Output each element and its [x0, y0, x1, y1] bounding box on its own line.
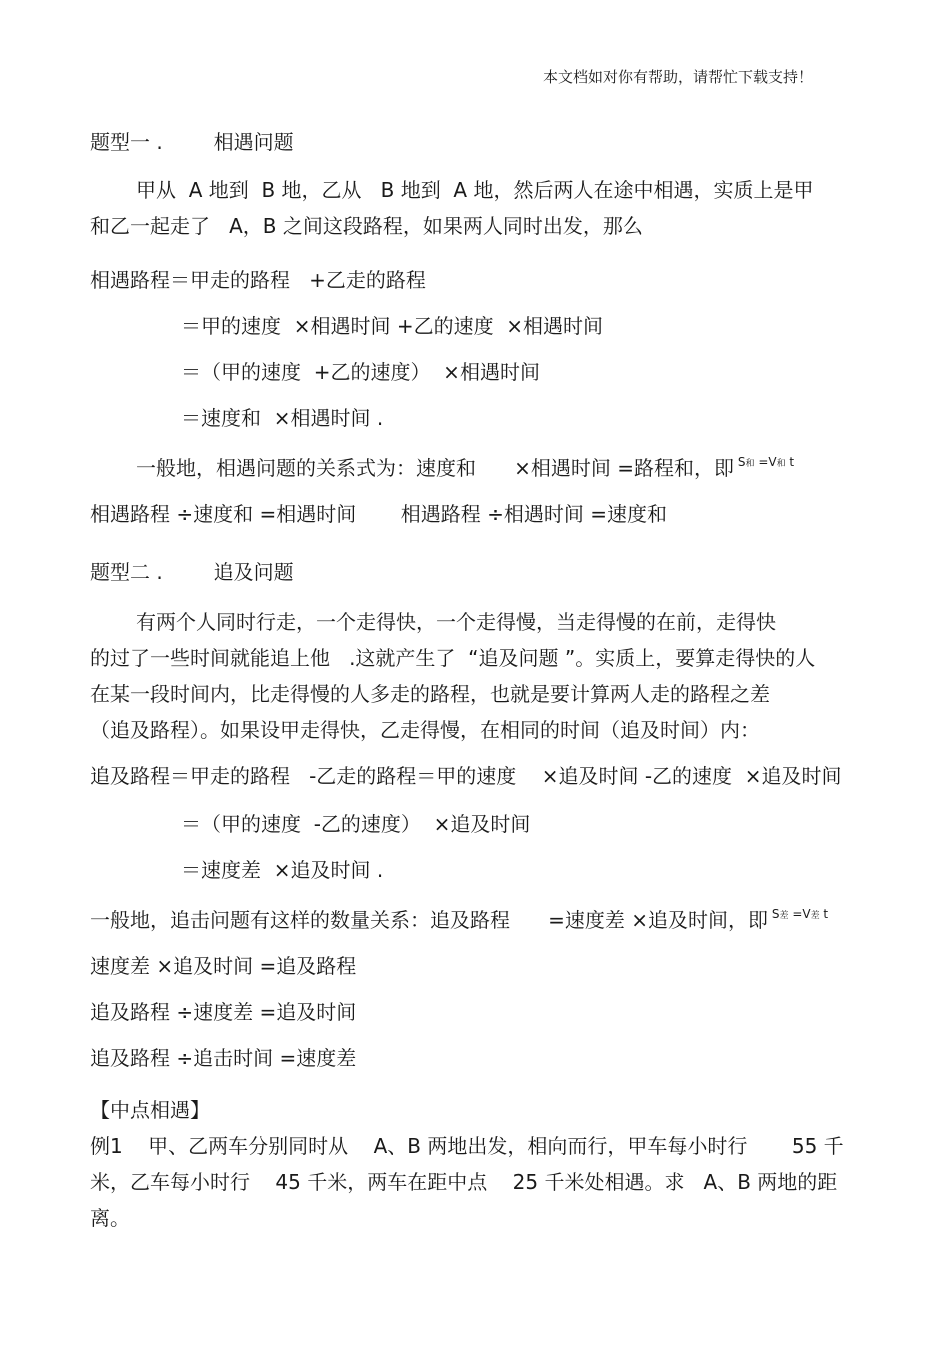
chase-formula-line-1: 追及路程＝甲走的路程 -乙走的路程＝甲的速度 ×追及时间 -乙的速度 ×追及时间: [90, 764, 842, 788]
meet-inline-formula: S和 =V和 t: [737, 455, 795, 469]
chase-derived-formula-2: 追及路程 ÷速度差 =追及时间: [90, 1000, 357, 1024]
example-1-line-3: 离。: [90, 1206, 130, 1230]
chase-paragraph-line-3: 在某一段时间内，比走得慢的人多走的路程，也就是要计算两人走的路程之差: [90, 682, 770, 706]
section-title-meet: 题型一 . 相遇问题: [90, 130, 294, 154]
example-1-line-1: 例1 甲、乙两车分别同时从 A、B 两地出发，相向而行，甲车每小时行 55 千: [90, 1134, 844, 1158]
meet-formula-line-3: ＝（甲的速度 +乙的速度） ×相遇时间: [181, 360, 540, 384]
chase-general-relation: [90, 908, 828, 934]
chase-paragraph-line-1: 有两个人同时行走，一个走得快，一个走得慢，当走得慢的在前，走得快: [136, 610, 776, 634]
chase-paragraph-line-2: 的过了一些时间就能追上他 .这就产生了 “追及问题 ”。实质上，要算走得快的人: [90, 646, 816, 670]
chase-paragraph-line-4: （追及路程）。如果设甲走得快，乙走得慢，在相同的时间（追及时间）内：: [90, 718, 760, 742]
section-title-chase: 题型二 . 追及问题: [90, 560, 294, 584]
meet-formula-line-1: 相遇路程＝甲走的路程 +乙走的路程: [90, 268, 426, 292]
page-header: 本文档如对你有帮助，请帮忙下载支持！: [543, 68, 814, 86]
chase-inline-formula: S差 =V差 t: [771, 907, 829, 921]
chase-derived-formula-1: 速度差 ×追及时间 =追及路程: [90, 954, 357, 978]
example-1-line-2: 米，乙车每小时行 45 千米，两车在距中点 25 千米处相遇。求 A、B 两地的距: [90, 1170, 838, 1194]
meet-paragraph-line-1: 甲从 A 地到 B 地，乙从 B 地到 A 地，然后两人在途中相遇，实质上是甲: [136, 178, 814, 202]
meet-paragraph-line-2: 和乙一起走了 A，B 之间这段路程，如果两人同时出发，那么: [90, 214, 643, 238]
chase-formula-line-2: ＝（甲的速度 -乙的速度） ×追及时间: [181, 812, 531, 836]
meet-formula-line-4: ＝速度和 ×相遇时间 .: [181, 406, 384, 430]
chase-general-text: 一般地，追击问题有这样的数量关系：追及路程 =速度差 ×追及时间，即: [90, 908, 769, 932]
meet-general-text: 一般地，相遇问题的关系式为：速度和 ×相遇时间 =路程和，即: [136, 456, 735, 480]
chase-formula-line-3: ＝速度差 ×追及时间 .: [181, 858, 384, 882]
section-title-midpoint: 【中点相遇】: [90, 1098, 210, 1122]
meet-general-relation: [136, 456, 794, 482]
chase-derived-formula-3: 追及路程 ÷追击时间 =速度差: [90, 1046, 357, 1070]
meet-formula-line-2: ＝甲的速度 ×相遇时间 +乙的速度 ×相遇时间: [181, 314, 604, 338]
meet-derived-formulas: 相遇路程 ÷速度和 =相遇时间 相遇路程 ÷相遇时间 =速度和: [90, 502, 667, 526]
